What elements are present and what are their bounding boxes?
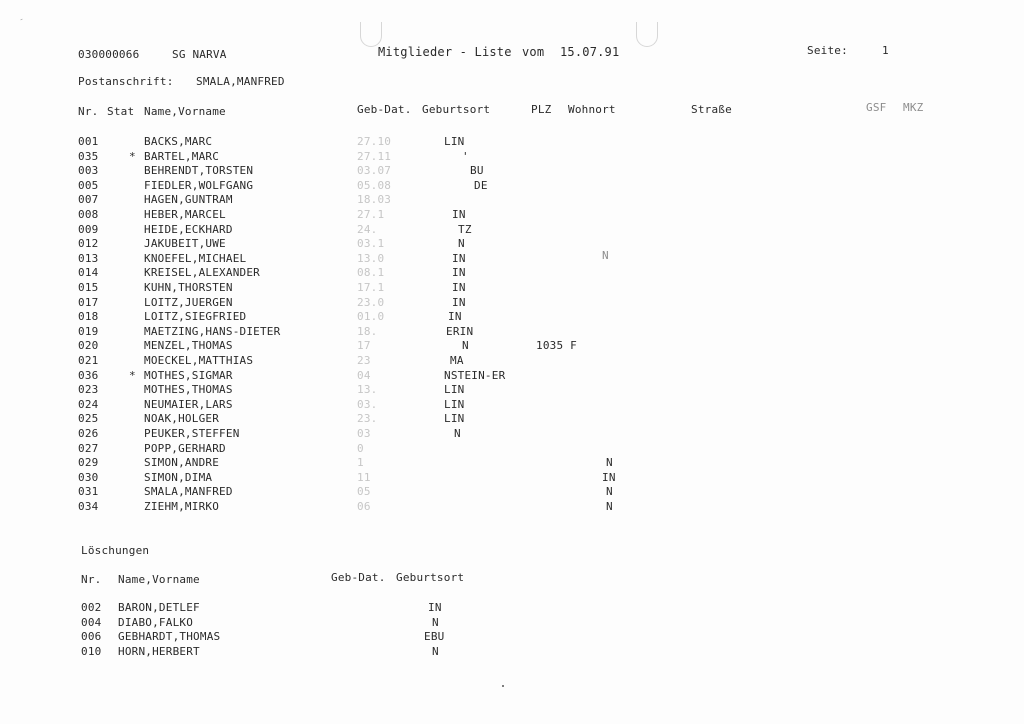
row-dob: 06 (357, 500, 371, 513)
col-plz: PLZ (531, 103, 552, 116)
table-row (0, 601, 1024, 616)
table-row (0, 398, 1024, 413)
row-dob: 08.1 (357, 266, 385, 280)
row-birthplace: NSTEIN-ER (444, 368, 506, 382)
table-row (0, 281, 1024, 296)
row-name: KUHN,THORSTEN (144, 281, 233, 294)
row-name: KREISEL,ALEXANDER (144, 266, 260, 280)
row-nr: 008 (78, 208, 99, 221)
table-row (0, 208, 1024, 223)
row-birthplace: IN (452, 208, 466, 221)
row-name: MOTHES,SIGMAR (144, 368, 233, 382)
row-nr: 019 (78, 324, 99, 338)
row-name: GEBHARDT,THOMAS (118, 630, 221, 644)
row-dob: 23.0 (357, 295, 385, 309)
row-name: MENZEL,THOMAS (144, 339, 233, 353)
row-birthplace: TZ (458, 222, 472, 236)
list-date: 15.07.91 (560, 45, 620, 59)
row-nr: 029 (78, 456, 99, 470)
row-name: HEBER,MARCEL (144, 208, 226, 221)
row-name: PEUKER,STEFFEN (144, 427, 240, 440)
row-dob: 17.1 (357, 281, 385, 294)
row-name: SMALA,MANFRED (144, 485, 233, 499)
table-row (0, 412, 1024, 427)
row-name: DIABO,FALKO (118, 615, 194, 629)
col-residence: Wohnort (568, 103, 616, 116)
row-dob: 27.10 (357, 135, 392, 148)
row-stat: * (129, 368, 136, 382)
row-nr: 023 (78, 383, 99, 397)
row-nr: 035 (78, 149, 99, 163)
row-nr: 014 (78, 266, 99, 280)
row-birthplace: ERIN (446, 324, 474, 338)
club-name: SG NARVA (172, 48, 227, 61)
row-nr: 034 (78, 500, 99, 513)
row-dob: 1 (357, 456, 364, 470)
row-dob: 17 (357, 339, 371, 353)
deletions-title: Löschungen (81, 544, 150, 557)
row-dob: 18.03 (357, 193, 392, 207)
row-nr: 027 (78, 441, 99, 455)
row-birthplace: IN (452, 251, 466, 265)
table-row (0, 427, 1024, 442)
del-col-nr: Nr. (81, 573, 102, 586)
col-dob: Geb-Dat. (357, 103, 412, 116)
table-row (0, 135, 1024, 150)
table-row (0, 442, 1024, 457)
row-nr: 018 (78, 310, 99, 324)
row-birthplace: N (458, 237, 465, 251)
punch-hole-right (636, 22, 658, 47)
row-nr: 004 (81, 615, 102, 629)
row-name: MOTHES,THOMAS (144, 383, 233, 397)
col-gsf: GSF (866, 101, 887, 114)
col-stat: Stat (107, 105, 135, 118)
table-row (0, 325, 1024, 340)
row-name: MAETZING,HANS-DIETER (144, 324, 281, 338)
table-row (0, 339, 1024, 354)
address-label: Postanschrift: (78, 75, 174, 88)
table-row (0, 310, 1024, 325)
col-street: Straße (691, 103, 732, 116)
list-title: Mitglieder - Liste (378, 45, 512, 59)
row-birthplace: IN (448, 310, 462, 324)
row-birthplace: BU (470, 164, 484, 178)
row-nr: 036 (78, 368, 99, 382)
row-dob: 18. (357, 324, 378, 338)
row-residence: N (602, 248, 609, 262)
row-name: BARTEL,MARC (144, 149, 220, 163)
row-birthplace: MA (450, 354, 464, 367)
table-row (0, 383, 1024, 398)
row-name: BEHRENDT,TORSTEN (144, 164, 254, 178)
row-nr: 012 (78, 237, 99, 251)
row-dob: 27.11 (357, 149, 392, 163)
row-nr: 013 (78, 251, 99, 265)
row-stat: * (129, 149, 136, 163)
row-residence: N (606, 485, 613, 499)
row-dob: 13.0 (357, 251, 385, 265)
row-dob: 04 (357, 368, 371, 382)
row-nr: 026 (78, 427, 99, 440)
row-nr: 001 (78, 135, 99, 148)
table-row (0, 179, 1024, 194)
table-row (0, 193, 1024, 208)
col-name: Name,Vorname (144, 105, 226, 118)
speck (502, 685, 504, 687)
row-birthplace: LIN (444, 397, 465, 411)
row-birthplace: IN (452, 266, 466, 280)
row-nr: 030 (78, 470, 99, 484)
row-dob: 03. (357, 397, 378, 411)
row-plz: 1035 F (536, 339, 577, 353)
row-name: NEUMAIER,LARS (144, 397, 233, 411)
table-row (0, 500, 1024, 515)
club-number: 030000066 (78, 48, 140, 61)
row-birthplace: IN (428, 601, 442, 614)
row-nr: 024 (78, 397, 99, 411)
row-nr: 009 (78, 222, 99, 236)
table-row (0, 223, 1024, 238)
row-name: POPP,GERHARD (144, 441, 226, 455)
del-col-name: Name,Vorname (118, 573, 200, 586)
row-nr: 017 (78, 295, 99, 309)
row-birthplace: N (454, 427, 461, 440)
table-row (0, 616, 1024, 631)
col-birthplace: Geburtsort (422, 103, 491, 116)
col-nr: Nr. (78, 105, 99, 118)
row-dob: 13. (357, 383, 378, 397)
row-dob: 24. (357, 222, 378, 236)
row-birthplace: LIN (444, 383, 465, 397)
row-name: HAGEN,GUNTRAM (144, 193, 233, 207)
row-name: LOITZ,SIEGFRIED (144, 310, 247, 324)
row-birthplace: EBU (424, 630, 445, 644)
table-row (0, 150, 1024, 165)
table-row (0, 266, 1024, 281)
row-birthplace: LIN (444, 135, 465, 148)
table-row (0, 369, 1024, 384)
row-residence: IN (602, 470, 616, 484)
row-dob: 03 (357, 427, 371, 440)
table-row (0, 645, 1024, 660)
row-name: MOECKEL,MATTHIAS (144, 354, 254, 367)
row-birthplace: ' (462, 149, 469, 163)
col-mkz: MKZ (903, 101, 924, 114)
row-dob: 01.0 (357, 310, 385, 324)
row-nr: 025 (78, 412, 99, 426)
row-nr: 003 (78, 164, 99, 178)
row-name: NOAK,HOLGER (144, 412, 220, 426)
table-row (0, 354, 1024, 369)
row-residence: N (606, 500, 613, 513)
table-row (0, 164, 1024, 179)
row-nr: 005 (78, 178, 99, 192)
row-name: ZIEHM,MIRKO (144, 500, 220, 513)
table-row (0, 630, 1024, 645)
row-dob: 05 (357, 485, 371, 499)
punch-hole-left (360, 22, 382, 47)
row-nr: 021 (78, 354, 99, 367)
row-name: JAKUBEIT,UWE (144, 237, 226, 251)
row-name: KNOEFEL,MICHAEL (144, 251, 247, 265)
address-name: SMALA,MANFRED (196, 75, 285, 88)
table-row (0, 296, 1024, 311)
row-residence: N (606, 456, 613, 470)
del-col-birthplace: Geburtsort (396, 571, 465, 584)
row-dob: 05.08 (357, 178, 392, 192)
row-dob: 03.1 (357, 237, 385, 251)
row-name: SIMON,DIMA (144, 470, 213, 484)
row-nr: 031 (78, 485, 99, 499)
table-row (0, 456, 1024, 471)
table-row (0, 471, 1024, 486)
row-name: LOITZ,JUERGEN (144, 295, 233, 309)
row-birthplace: DE (474, 178, 488, 192)
row-nr: 002 (81, 601, 102, 614)
row-birthplace: LIN (444, 412, 465, 426)
row-birthplace: IN (452, 295, 466, 309)
row-nr: 015 (78, 281, 99, 294)
row-name: SIMON,ANDRE (144, 456, 220, 470)
row-dob: 0 (357, 441, 364, 455)
row-dob: 27.1 (357, 208, 385, 221)
row-birthplace: N (462, 339, 469, 353)
table-row (0, 485, 1024, 500)
date-label: vom (522, 45, 545, 59)
row-nr: 007 (78, 193, 99, 207)
row-nr: 020 (78, 339, 99, 353)
row-dob: 23. (357, 412, 378, 426)
row-nr: 010 (81, 644, 102, 658)
row-dob: 23 (357, 354, 371, 367)
row-name: BARON,DETLEF (118, 601, 200, 614)
table-row (0, 237, 1024, 252)
page-label: Seite: (807, 44, 848, 57)
corner-scribble: - (18, 14, 25, 24)
row-dob: 03.07 (357, 164, 392, 178)
del-col-dob: Geb-Dat. (331, 571, 386, 584)
row-nr: 006 (81, 630, 102, 644)
row-name: HEIDE,ECKHARD (144, 222, 233, 236)
page-number: 1 (882, 44, 889, 57)
row-birthplace: N (432, 644, 439, 658)
row-name: BACKS,MARC (144, 135, 213, 148)
table-row (0, 248, 1024, 267)
row-name: HORN,HERBERT (118, 644, 200, 658)
row-birthplace: N (432, 615, 439, 629)
row-name: FIEDLER,WOLFGANG (144, 178, 254, 192)
row-dob: 11 (357, 470, 371, 484)
row-birthplace: IN (452, 281, 466, 294)
